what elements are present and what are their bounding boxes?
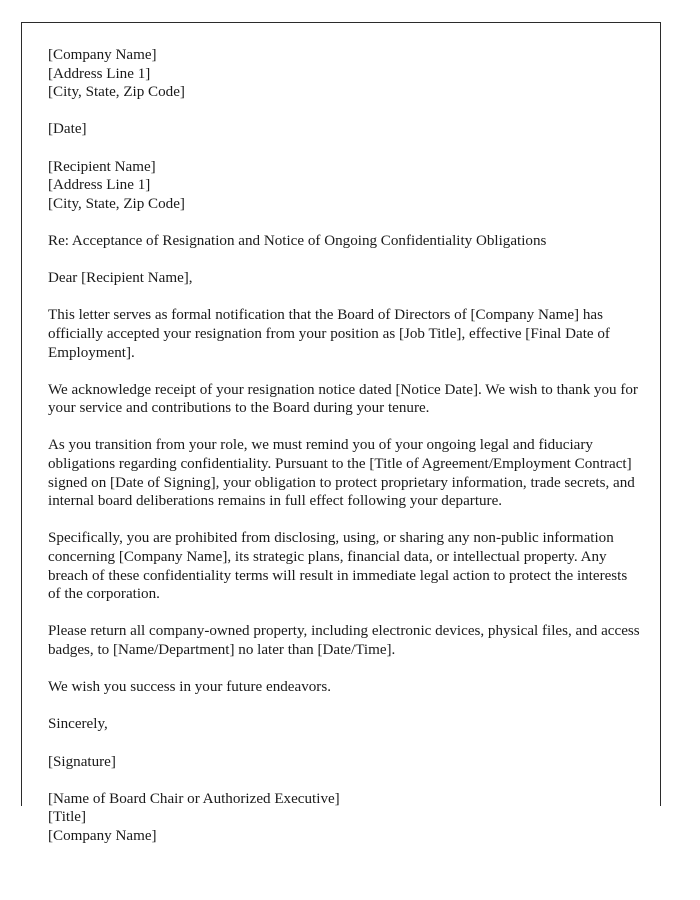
signature-placeholder: [Signature] xyxy=(48,753,116,770)
signer-block xyxy=(48,790,640,846)
body-paragraph-4: Specifically, you are prohibited from disclosing, using, or sharing any non-public information concerning [Company Name], its strategic plans, financial data, or intellectual property. Any breach of these confidentiality terms will result in immediate legal action to protect the interests of the corporation. xyxy=(48,530,628,603)
letter-page xyxy=(21,22,661,844)
sender-company: [Company Name] xyxy=(48,47,157,63)
signer-title: [Title] xyxy=(48,809,87,826)
letter-body xyxy=(48,46,640,846)
closing-salutation: Sincerely, xyxy=(48,716,108,733)
sender-address-line-1: [Address Line 1] xyxy=(48,65,151,82)
sender-city-state-zip: [City, State, Zip Code] xyxy=(48,84,185,101)
letter-date: [Date] xyxy=(48,121,87,138)
body-paragraph-2: We acknowledge receipt of your resignation notice dated [Notice Date]. We wish to thank you for your service and contributions to the Board during your tenure. xyxy=(48,381,638,417)
signer-company: [Company Name] xyxy=(48,827,157,844)
recipient-address-line-1: [Address Line 1] xyxy=(48,177,151,194)
recipient-city-state-zip: [City, State, Zip Code] xyxy=(48,195,185,212)
body-paragraph-5: Please return all company-owned property, including electronic devices, physical files, and access badges, to [Name/Department] no later than [Date/Time]. xyxy=(48,623,640,658)
signer-name: [Name of Board Chair or Authorized Executive] xyxy=(48,790,340,807)
body-paragraph-1: This letter serves as formal notification that the Board of Directors of [Company Name] has officially accepted your resignation from your position as [Job Title], effective [Final Date of Employment]. xyxy=(48,307,610,361)
body-paragraph-6: We wish you success in your future endeavors. xyxy=(48,679,331,696)
date-block xyxy=(48,120,640,139)
recipient-address-block xyxy=(48,158,640,214)
body-paragraph-3: As you transition from your role, we must remind you of your ongoing legal and fiduciary obligations regarding confidentiality. Pursuant to the [Title of Agreement/Employment Contract] signed on [Date of Signing], your obligation to protect proprietary information, trade secrets, and internal board deliberations remains in full effect following your departure. xyxy=(48,437,635,510)
sender-address-block xyxy=(48,46,640,102)
recipient-name: [Recipient Name] xyxy=(48,158,156,175)
salutation: Dear [Recipient Name], xyxy=(48,270,193,287)
subject-line: Re: Acceptance of Resignation and Notice of Ongoing Confidentiality Obligations xyxy=(48,232,547,249)
